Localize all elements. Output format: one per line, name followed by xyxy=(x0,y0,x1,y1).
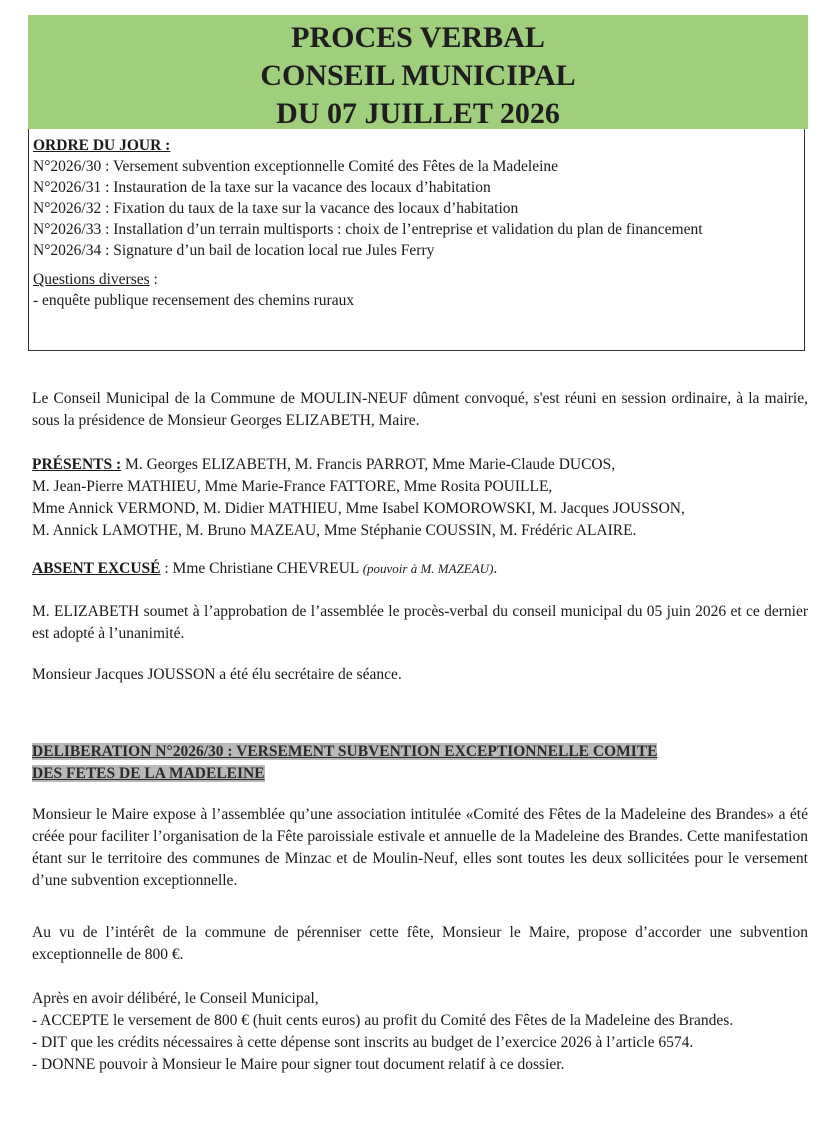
decision-intro: Après en avoir délibéré, le Conseil Municipal, xyxy=(32,990,319,1007)
deliberation-paragraph: Au vu de l’intérêt de la commune de pérenniser cette fête, Monsieur le Maire, propose d’accorder une subvention exceptionnelle de 800 €. xyxy=(32,924,808,963)
agenda-item: N°2026/31 : Instauration de la taxe sur la vacance des locaux d’habitation xyxy=(33,179,491,196)
decision-item: - DIT que les crédits nécessaires à cette dépense sont inscrits au budget de l’exercice 2026 à l’article 6574. xyxy=(32,1034,694,1051)
agenda-item: N°2026/33 : Installation d’un terrain multisports : choix de l’entreprise et validation du plan de financement xyxy=(33,221,703,238)
questions-item: - enquête publique recensement des chemins ruraux xyxy=(33,292,355,309)
decision-item: - DONNE pouvoir à Monsieur le Maire pour signer tout document relatif à ce dossier. xyxy=(32,1056,565,1073)
secretary-paragraph: Monsieur Jacques JOUSSON a été élu secrétaire de séance. xyxy=(32,666,402,683)
deliberation-title-line-2: DES FETES DE LA MADELEINE xyxy=(32,765,265,782)
presents-line: M. Jean-Pierre MATHIEU, Mme Marie-France FATTORE, Mme Rosita POUILLE, xyxy=(32,478,553,495)
absent-label: ABSENT EXCUSÉ xyxy=(32,560,161,577)
decision-item: - ACCEPTE le versement de 800 € (huit cents euros) au profit du Comité des Fêtes de la Madeleine des Brandes. xyxy=(32,1012,734,1029)
deliberation-paragraph: Monsieur le Maire expose à l’assemblée qu’une association intitulée «Comité des Fêtes de la Madeleine des Brandes» a été créée pour faciliter l’organisation de la Fête paroissiale estivale et annuelle de la Madeleine des Brandes. Cette manifestation étant sur le territoire des communes de Minzac et de Moulin-Neuf, elles sont toutes les deux sollicitées pour le versement d’une subvention exceptionnelle. xyxy=(32,806,808,889)
presents-line: M. Georges ELIZABETH, M. Francis PARROT, Mme Marie-Claude DUCOS, xyxy=(121,456,616,473)
header-title-line-3: DU 07 JUILLET 2026 xyxy=(276,97,560,130)
intro-paragraph: Le Conseil Municipal de la Commune de MOULIN-NEUF dûment convoqué, s'est réuni en session ordinaire, à la mairie, sous la présidence de Monsieur Georges ELIZABETH, Maire. xyxy=(32,390,808,429)
document-header xyxy=(28,15,808,129)
agenda-box xyxy=(28,129,805,351)
questions-title: Questions diverses xyxy=(33,271,150,288)
absent-paragraph xyxy=(32,558,808,580)
header-title-line-2: CONSEIL MUNICIPAL xyxy=(260,59,576,92)
absent-text: : Mme Christiane CHEVREUL xyxy=(160,560,363,577)
agenda-title: ORDRE DU JOUR : xyxy=(33,137,171,154)
agenda-item: N°2026/30 : Versement subvention exceptionnelle Comité des Fêtes de la Madeleine xyxy=(33,158,559,175)
absent-end: . xyxy=(493,560,498,577)
decision-block xyxy=(32,988,808,1076)
header-title-line-1: PROCES VERBAL xyxy=(291,21,545,54)
presents-paragraph xyxy=(32,454,808,542)
agenda-item: N°2026/32 : Fixation du taux de la taxe sur la vacance des locaux d’habitation xyxy=(33,200,519,217)
approval-paragraph: M. ELIZABETH soumet à l’approbation de l’assemblée le procès-verbal du conseil municipal du 05 juin 2026 et ce dernier est adopté à l’unanimité. xyxy=(32,603,808,642)
deliberation-title-line-1: DELIBERATION N°2026/30 : VERSEMENT SUBVENTION EXCEPTIONNELLE COMITE xyxy=(32,743,658,760)
questions-diverses xyxy=(33,269,804,290)
agenda-item: N°2026/34 : Signature d’un bail de location local rue Jules Ferry xyxy=(33,242,435,259)
presents-line: M. Annick LAMOTHE, M. Bruno MAZEAU, Mme Stéphanie COUSSIN, M. Frédéric ALAIRE. xyxy=(32,522,637,539)
presents-label: PRÉSENTS : xyxy=(32,456,122,473)
questions-suffix: : xyxy=(149,271,158,288)
deliberation-title xyxy=(32,741,792,785)
presents-line: Mme Annick VERMOND, M. Didier MATHIEU, Mme Isabel KOMOROWSKI, M. Jacques JOUSSON, xyxy=(32,500,685,517)
absent-proxy-note: (pouvoir à M. MAZEAU) xyxy=(362,561,494,576)
